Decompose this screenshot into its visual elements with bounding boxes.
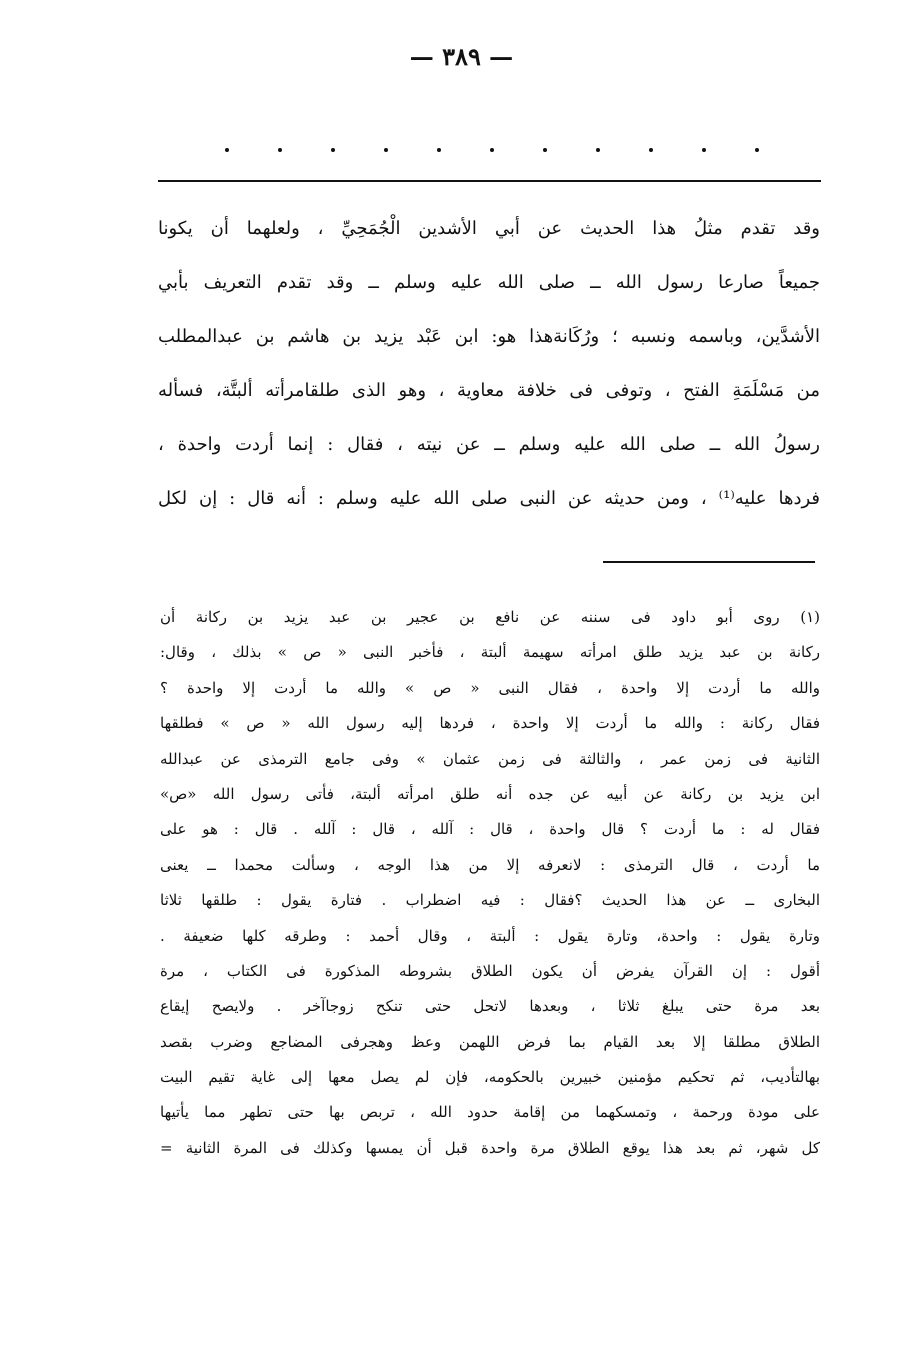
footnote-line: كل شهر، ثم بعد هذا يوقع الطلاق مرة واحدة قبل أن يمسها وكذلك فى المرة الثانية = bbox=[160, 1138, 820, 1157]
header-rule bbox=[158, 180, 821, 182]
footnote-line: أقول : إن القرآن يفرض أن يكون الطلاق بشروطه المذكورة فى الكتاب ، مرة bbox=[160, 961, 820, 980]
main-text-line: من مَسْلَمَةِ الفتح ، وتوفى فى خلافة معاوية ، وهو الذى طلقامرأته ألبتَّة، فسأله bbox=[158, 380, 820, 401]
main-text-line: وقد تقدم مثلُ هذا الحديث عن أبي الأشدين الْجُمَحِيِّ ، ولعلهما أن يكونا bbox=[158, 218, 820, 239]
footnote bbox=[160, 600, 820, 1166]
footnote-line: ابن يزيد بن ركانة عن أبيه عن جده أنه طلق امرأته ألبتة، فأتى رسول الله «ص» bbox=[160, 784, 820, 803]
page-number: — ٣٨٩ — bbox=[409, 42, 514, 71]
main-text-line: رسولُ الله ــ صلى الله عليه وسلم ــ عن نيته ، فقال : إنما أردت واحدة ، bbox=[158, 434, 820, 455]
ornamental-dots bbox=[215, 140, 775, 160]
main-text-line: جميعاً صارعا رسول الله ــ صلى الله عليه وسلم ــ وقد تقدم التعريف بأبي bbox=[158, 272, 820, 293]
footnote-line: الثانية فى زمن عمر ، والثالثة فى زمن عثمان » وفى جامع الترمذى عن عبدالله bbox=[160, 749, 820, 768]
footnote-line: على مودة ورحمة ، وتمسكهما من إقامة حدود الله ، تربص بها حتى تطهر مما يأتيها bbox=[160, 1103, 820, 1122]
main-text bbox=[158, 202, 820, 526]
main-text-line: الأشدَّين، وباسمه ونسبه ؛ ورُكَانةهذا هو: ابن عَبْد يزيد بن هاشم بن عبدالمطلب bbox=[158, 326, 820, 347]
footnote-line: ما أردت ، قال الترمذى : لانعرفه إلا من هذا الوجه ، وسألت محمدا ــ يعنى bbox=[160, 855, 820, 874]
main-text-line: فردها عليه⁽¹⁾ ، ومن حديثه عن النبى صلى الله عليه وسلم : أنه قال : إن لكل bbox=[158, 488, 820, 509]
footnote-rule bbox=[603, 561, 815, 563]
footnote-line: (١) روى أبو داود فى سننه عن نافع بن عجير بن عبد يزيد بن ركانة أن bbox=[160, 608, 820, 626]
footnote-line: فقال ركانة : والله ما أردت إلا واحدة ، فردها إليه رسول الله « ص » فطلقها bbox=[160, 714, 820, 733]
footnote-line: فقال له : ما أردت ؟ قال واحدة ، قال : آلله ، قال : آلله . قال : هو على bbox=[160, 820, 820, 839]
footnote-line: الطلاق مطلقا إلا بعد القيام بما فرض اللهمن وعظ وهجرفى المضاجع وضرب بقصد bbox=[160, 1032, 820, 1051]
footnote-line: وتارة يقول : واحدة، وتارة يقول : ألبتة ، وقال أحمد : وطرقه كلها ضعيفة . bbox=[160, 926, 820, 945]
footnote-line: ركانة بن عبد يزيد طلق امرأته سهيمة ألبتة ، فأخبر النبى « ص » بذلك ، وقال: bbox=[160, 643, 820, 662]
footnote-line: البخارى ــ عن هذا الحديث ؟فقال : فيه اضطراب . فتارة يقول : طلقها ثلاثا bbox=[160, 891, 820, 910]
footnote-line: بعد مرة حتى يبلغ ثلاثا ، وبعدها لاتحل حتى تنكح زوجاآخر . ولايصح إيقاع bbox=[160, 997, 820, 1016]
footnote-line: بهالتأديب، ثم تحكيم مؤمنين خبيرين بالحكومه، فإن لم يصل معها إلى غاية تقيم البيت bbox=[160, 1068, 820, 1087]
footnote-line: والله ما أردت إلا واحدة ، فقال النبى « ص » والله ما أردت إلا واحدة ؟ bbox=[160, 678, 820, 697]
